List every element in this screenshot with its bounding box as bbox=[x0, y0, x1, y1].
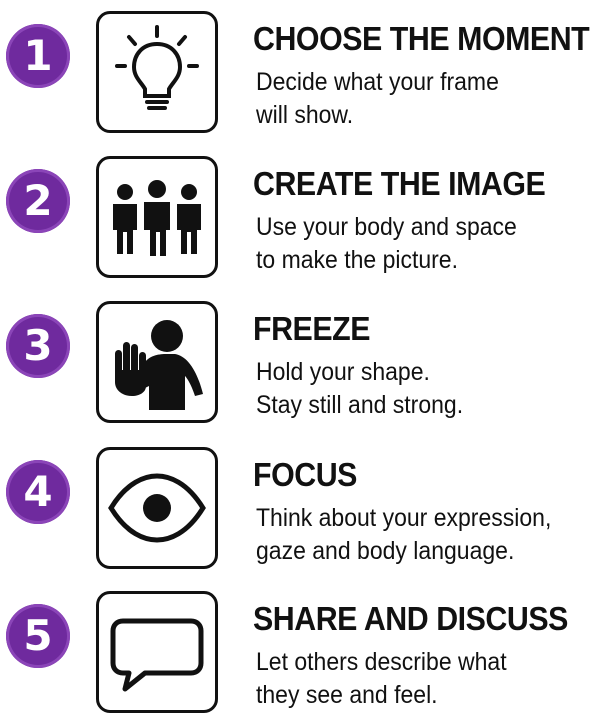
step-5 bbox=[0, 588, 602, 728]
stop-hand-person-icon-box bbox=[96, 301, 218, 423]
speech-bubble-icon bbox=[105, 607, 209, 697]
step-number: 4 bbox=[23, 467, 53, 516]
group-of-people-icon bbox=[105, 172, 209, 262]
step-number: 1 bbox=[23, 31, 53, 80]
stop-hand-person-icon bbox=[105, 310, 209, 414]
step-number-badge bbox=[6, 604, 70, 668]
step-description bbox=[256, 66, 574, 132]
step-description bbox=[256, 646, 574, 712]
step-number-badge bbox=[6, 314, 70, 378]
step-title: CHOOSE THE MOMENT bbox=[253, 20, 590, 57]
description-line: Stay still and strong. bbox=[256, 391, 464, 419]
description-line: Hold your shape. bbox=[256, 358, 430, 386]
description-line: they see and feel. bbox=[256, 681, 438, 709]
step-number-badge bbox=[6, 24, 70, 88]
description-line: Use your body and space bbox=[256, 213, 517, 241]
lightbulb-icon-box bbox=[96, 11, 218, 133]
speech-bubble-icon-box bbox=[96, 591, 218, 713]
step-4 bbox=[0, 444, 602, 584]
description-line: will show. bbox=[256, 101, 354, 129]
eye-icon bbox=[105, 468, 209, 548]
eye-icon-box bbox=[96, 447, 218, 569]
lightbulb-icon bbox=[107, 22, 207, 122]
step-description bbox=[256, 502, 574, 568]
step-description bbox=[256, 356, 574, 422]
step-title: CREATE THE IMAGE bbox=[253, 165, 546, 202]
description-line: gaze and body language. bbox=[256, 537, 515, 565]
step-description bbox=[256, 211, 574, 277]
step-title: FOCUS bbox=[253, 456, 357, 493]
step-2 bbox=[0, 153, 602, 293]
step-number-badge bbox=[6, 460, 70, 524]
group-of-people-icon-box bbox=[96, 156, 218, 278]
description-line: Let others describe what bbox=[256, 648, 507, 676]
description-line: Think about your expression, bbox=[256, 504, 552, 532]
step-number: 2 bbox=[23, 176, 53, 225]
step-number: 3 bbox=[23, 321, 53, 370]
step-title: FREEZE bbox=[253, 310, 371, 347]
description-line: Decide what your frame bbox=[256, 68, 499, 96]
step-1 bbox=[0, 8, 602, 148]
step-title: SHARE AND DISCUSS bbox=[253, 600, 568, 637]
step-number: 5 bbox=[23, 611, 53, 660]
step-3 bbox=[0, 298, 602, 438]
step-number-badge bbox=[6, 169, 70, 233]
description-line: to make the picture. bbox=[256, 246, 458, 274]
